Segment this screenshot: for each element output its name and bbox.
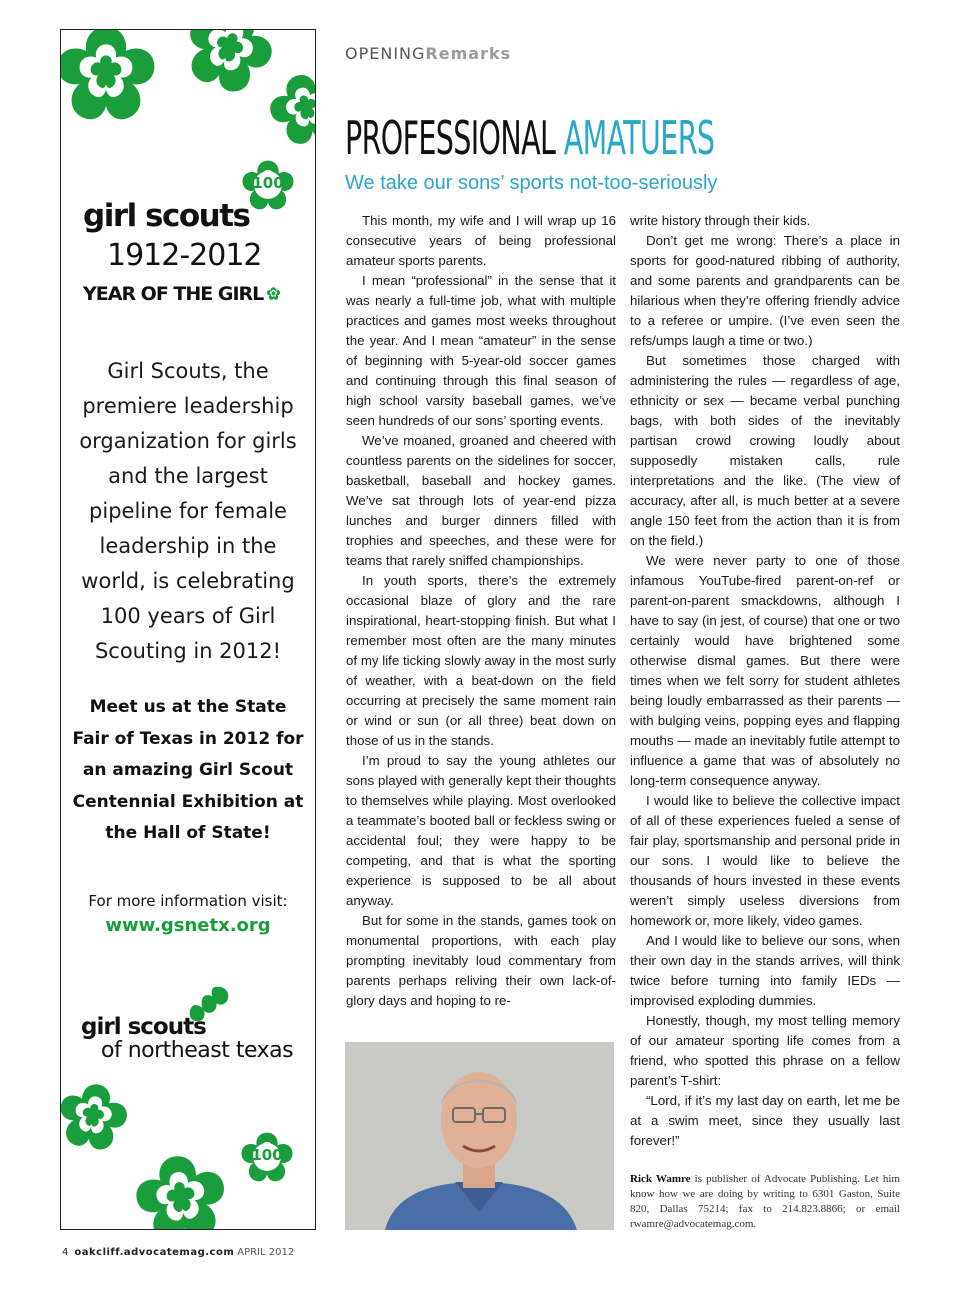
paragraph: “Lord, if it’s my last day on earth, let me be at a swim meet, since they usually last forever!” [630,1093,900,1148]
girl-scouts-ad [60,29,316,1230]
ad-url-link[interactable]: www.gsnetx.org [105,915,271,936]
headline-part2: AMATUERS [563,111,715,165]
ad-tagline [83,283,313,305]
page-number: 4 [62,1247,69,1258]
page-footer [62,1247,294,1258]
ad-years: 1912-2012 [107,238,262,273]
footer-site: oakcliff.advocatemag.com [74,1247,235,1258]
ad-body: Girl Scouts, the premiere leadership organization for girls and the largest pipeline for female leadership in the world, is celebrating 100 years of Girl Scouting in 2012! [79,359,297,663]
author-bio-text: is publisher of Advocate Publishing. Let him know how we are doing by writing to 6301 Gaston, Suite 820, Dallas 75214; fax to 214.823.8866; or email rwamre@advocatemag.com. [630,1173,900,1230]
ad-logo-line2: of northeast texas [101,1038,294,1063]
paragraph: I mean “professional” in the sense that it was nearly a full-time job, what with multiple practices and games most weeks throughout the year. And I mean “amateur” in the sense of beginning with 5-year-old soccer games and continuing through this final season of high school varsity baseball games, we’ve seen hundreds of our sons’ sporting events. [346,273,616,428]
paragraph: I would like to believe the collective impact of all of these experiences fueled a sense of fair play, sportsmanship and personal pride in our sons. I would like to believe the thousands of hours invested in these events weren’t simply useless diversions from homework or, more likely, video games. [630,793,900,928]
section-label [345,44,511,63]
headline [345,110,714,166]
section-label-b: Remarks [425,44,512,63]
paragraph: And I would like to believe our sons, when their own day in the stands arrives, will think twice before turning into family IEDs — improvised exploding dummies. [630,933,900,1008]
trefoil-icon [125,1142,238,1230]
paragraph: Honestly, though, my most telling memory of our amateur sporting life comes from a friend, who spotted this phrase on a fellow parent’s T-shirt: [630,1013,900,1088]
ad-more-info: For more information visit: [88,892,288,910]
article-column-2 [630,211,900,1151]
ad-tagline-text: YEAR OF THE GIRL [83,283,264,305]
headline-part1: PROFESSIONAL [345,111,564,165]
trefoil-icon [60,29,161,128]
author-name: Rick Wamre [630,1173,691,1185]
paragraph: We were never party to one of those infamous YouTube-fired parent-on-ref or parent-on-parent smackdowns, although I have to say (in jest, of course) that one or two certainly would have brightened some otherwise dismal games. But there were times when we felt sorry for student athletes being loudly embarrassed as their parents — with bulging veins, popping eyes and flapping mouths — made an inevitably futile attempt to influence a game that was of absolutely no long-term consequence anyway. [630,553,900,788]
trefoil-icon [266,286,281,301]
badge-number: 100 [252,174,284,192]
paragraph: write history through their kids. [630,213,811,228]
ad-meet: Meet us at the State Fair of Texas in 2012 for an amazing Girl Scout Centennial Exhibition at the Hall of State! [72,697,304,843]
ad-logo-line1: girl scouts [81,1014,206,1040]
dek: We take our sons’ sports not-too-seriously [345,172,718,194]
badge-number: 100 [251,1146,283,1164]
centennial-badge-icon [238,1128,296,1186]
trefoil-icon [60,1072,137,1160]
section-label-a: OPENING [345,44,426,63]
paragraph: I’m proud to say the young athletes our sons played with generally kept their thoughts to themselves while playing. Most overlooked a teammate’s booted ball or feckless swing or accidental foul; they were happy to be competing, and that is what the sporting experience is supposed to be all about anyway. [346,753,616,908]
paragraph: In youth sports, there’s the extremely occasional blaze of glory and the rare inspirational, heart-stopping finish. But what I remember most often are the many minutes of my life ticking slowly away in the most surly of weather, with a beat-down on the field occurring at precisely the same moment rain or wind or sun (or all three) beat down on those of us in the stands. [346,573,616,748]
ad-title: girl scouts [83,198,250,234]
paragraph: This month, my wife and I will wrap up 16 consecutive years of being professional amateur sports parents. [346,213,616,268]
article-column-1 [346,211,616,1011]
paragraph: We’ve moaned, groaned and cheered with countless parents on the sidelines for soccer, basketball, baseball and hockey games. We’ve sat through lots of year-end pizza lunches and burger dinners filled with trophies and speeches, and these were for teams that rarely sniffed championships. [346,433,616,568]
footer-date: APRIL 2012 [237,1247,295,1258]
paragraph: But sometimes those charged with administering the rules — regardless of age, ethnicity or sex — became verbal punching bags, with both sides of the inevitably partisan crowd crowing loudly about supposedly mistaken calls, rule interpretations and the like. (The view of accuracy, after all, is much better at a severe angle 150 feet from the action than it is from on the field.) [630,353,900,548]
paragraph: Don’t get me wrong: There’s a place in sports for good-natured ribbing of authority, and some parents and grandparents can be hilarious when they’re offering friendly advice to a referee or umpire. (I’ve even seen the refs/umps laugh a time or two.) [630,233,900,348]
author-bio [630,1172,900,1232]
paragraph: But for some in the stands, games took on monumental proportions, with each play prompting inevitably loud commentary from parents perhaps reliving their own lack-of-glory days and hoping to re- [346,913,616,1008]
author-photo [345,1042,614,1230]
